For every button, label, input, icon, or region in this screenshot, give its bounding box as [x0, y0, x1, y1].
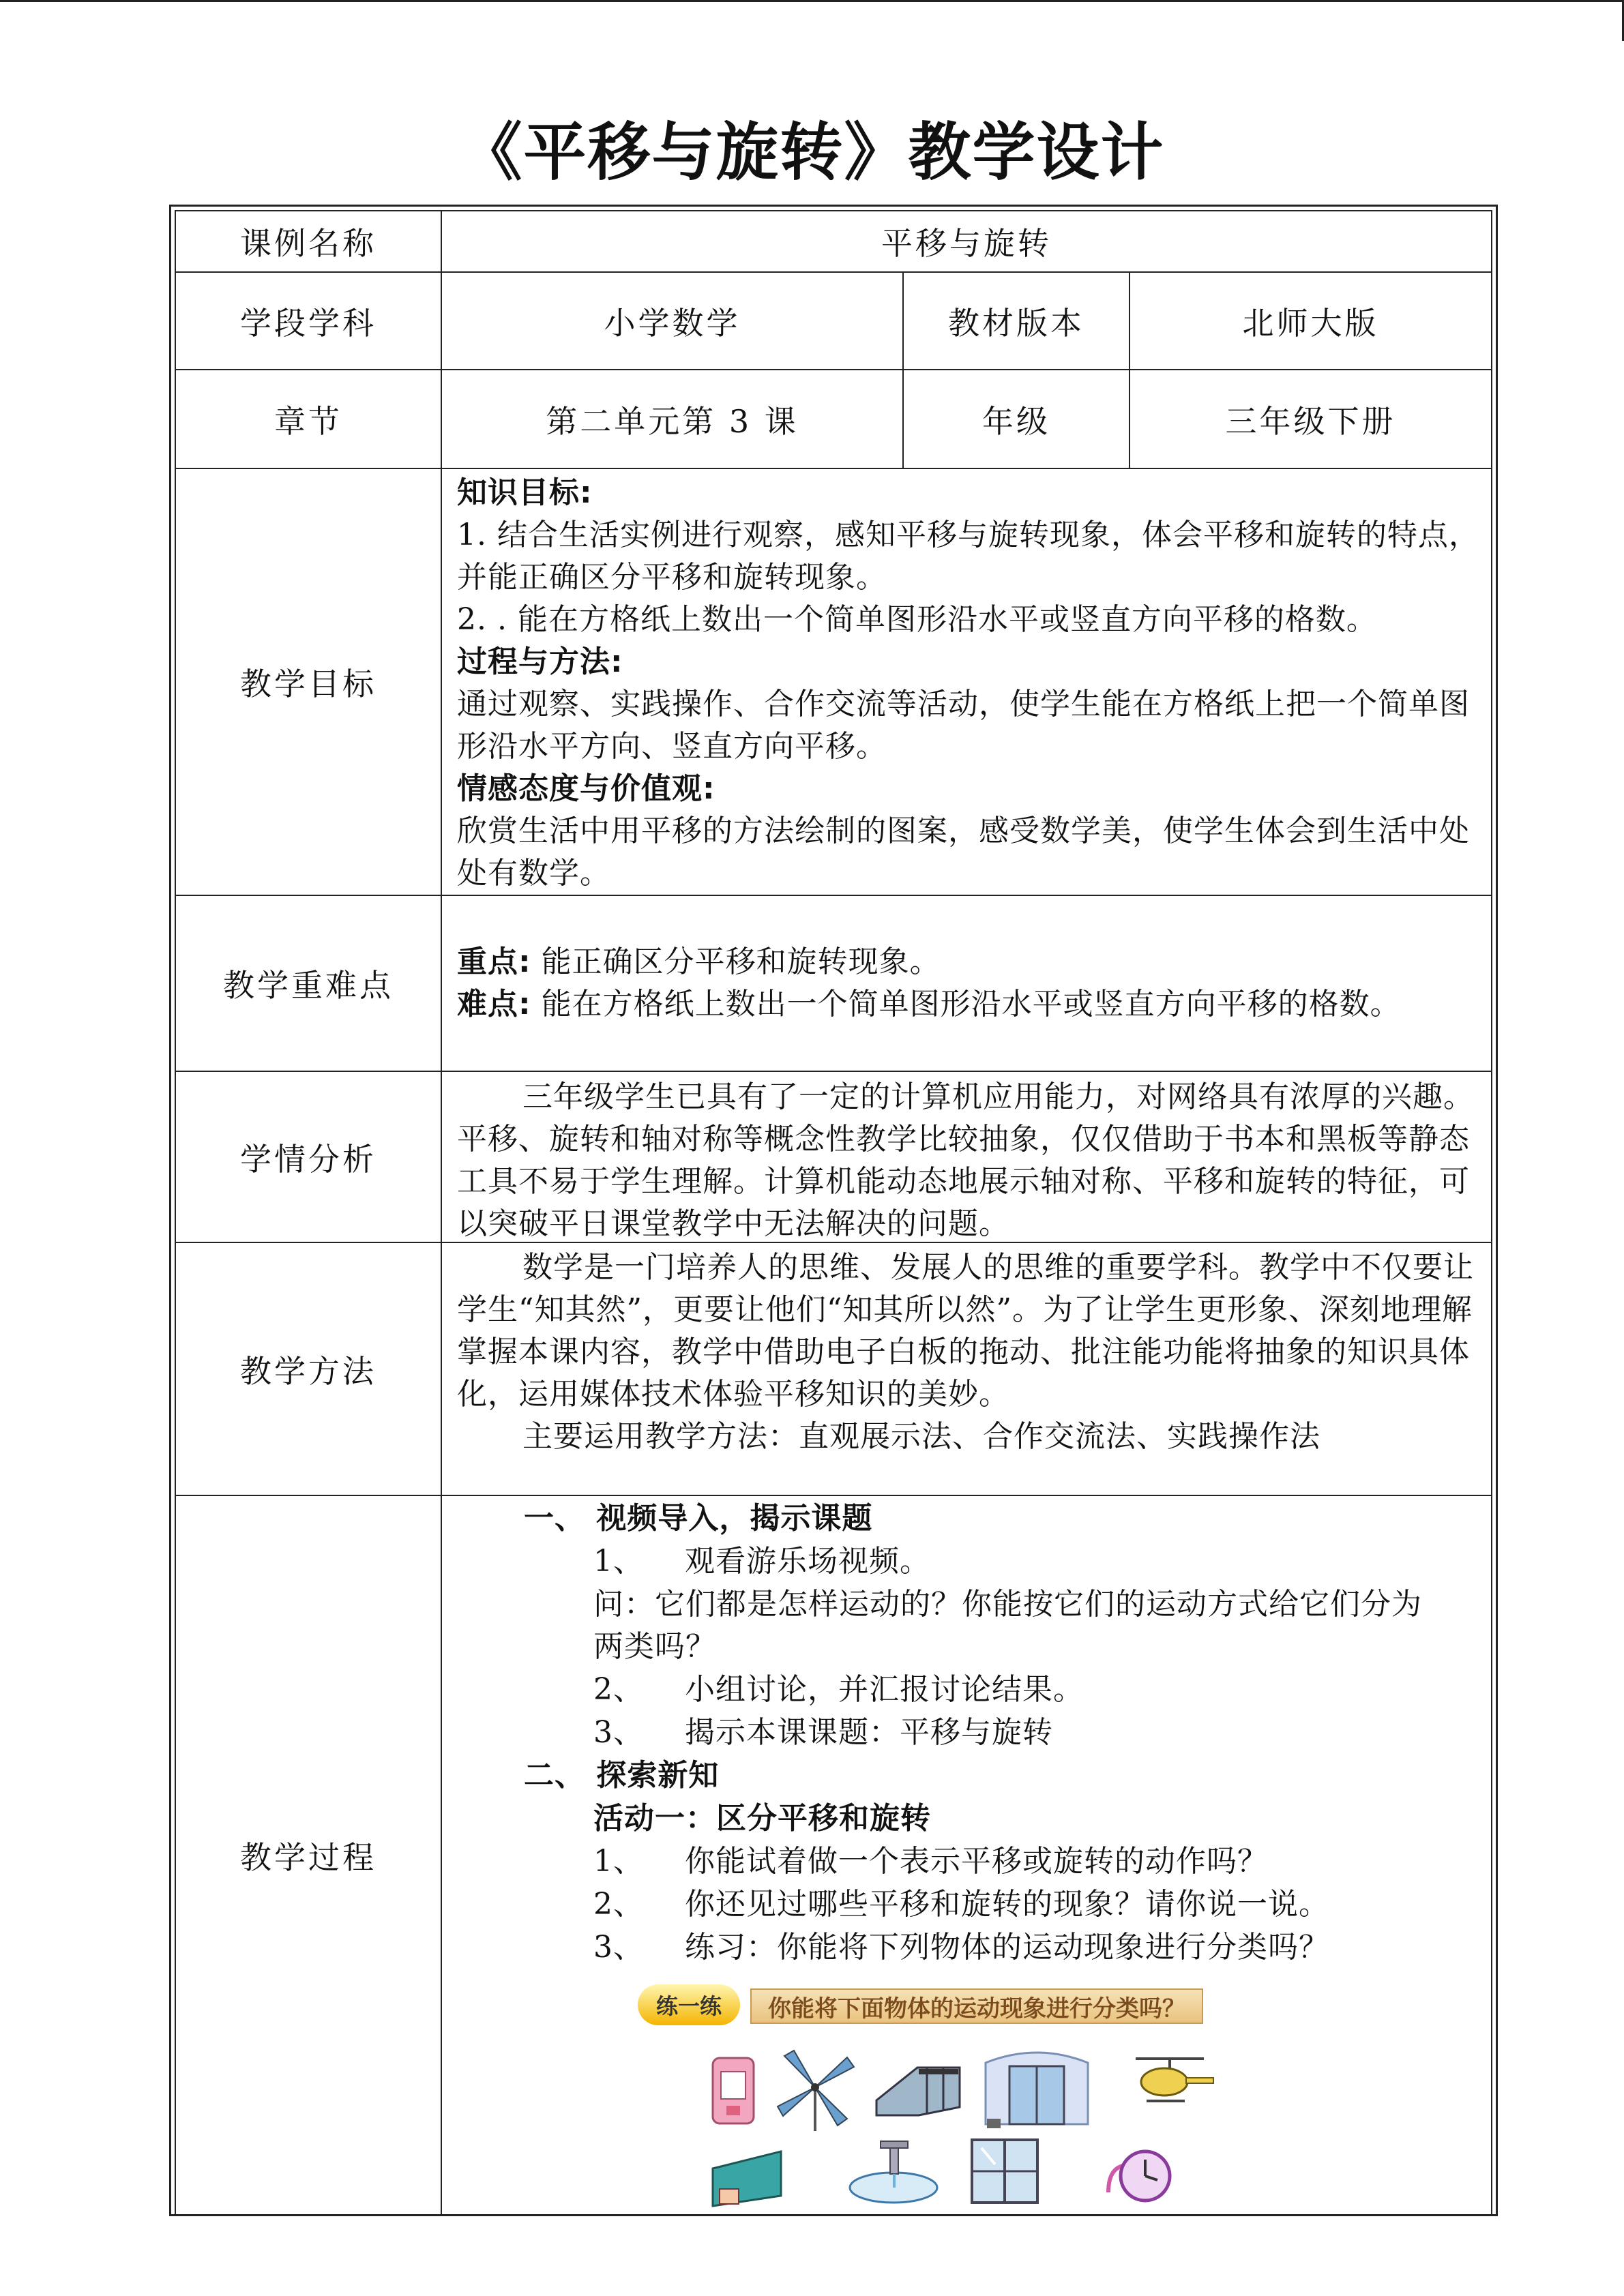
- section-1-item-3: [593, 1712, 1053, 1754]
- emotion-text: 欣赏生活中用平移的方法绘制的图案，感受数学美，使学生体会到生活中处处有数学。: [457, 814, 1470, 891]
- analysis-label: 学情分析: [240, 1140, 377, 1178]
- faucet-icon: [842, 2134, 945, 2209]
- page-top-border: [0, 0, 1624, 2]
- knowledge-item-1: 1. 结合生活实例进行观察，感知平移与旋转现象，体会平移和旋转的特点，并能正确区分平移和旋转现象。: [457, 518, 1479, 595]
- emotion-heading: 情感态度与价值观:: [457, 771, 715, 806]
- section-2-heading: 二、 探索新知: [524, 1758, 720, 1793]
- difficult-heading: 难点:: [457, 987, 531, 1022]
- stage-subject-label: 学段学科: [240, 304, 377, 342]
- item-text: 你还见过哪些平移和旋转的现象？请你说一说。: [685, 1887, 1329, 1922]
- drink-machine-icon: [706, 2053, 761, 2128]
- objectives-label: 教学目标: [240, 666, 377, 702]
- item-text: 揭示本课课题：平移与旋转: [685, 1715, 1053, 1750]
- course-name-label: 课例名称: [240, 225, 377, 262]
- practice-banner: 你能将下面物体的运动现象进行分类吗？: [750, 1988, 1203, 2024]
- clock-icon: [1102, 2138, 1177, 2206]
- section-1-item-1: [593, 1540, 930, 1583]
- knowledge-item-2: 2. . 能在方格纸上数出一个简单图形沿水平或竖直方向平移的格数。: [457, 602, 1377, 637]
- item-number: 1、: [593, 1844, 644, 1879]
- knowledge-heading: 知识目标:: [457, 475, 593, 510]
- analysis-text: 三年级学生已具有了一定的计算机应用能力，对网络具有浓厚的兴趣。平移、旋转和轴对称等概念性教学比较抽象，仅仅借助于书本和黑板等静态工具不易于学生理解。计算机能动态地展示轴对称、平移和旋转的特征，可以突破平日课堂教学中无法解决的问题。: [457, 1079, 1474, 1241]
- column-divider: [441, 210, 442, 2216]
- method-text: 数学是一门培养人的思维、发展人的思维的重要学科。教学中不仅要让学生“知其然”，更要让他们“知其所以然”。为了让学生更形象、深刻地理解掌握本课内容，教学中借助电子白板的拖动、批注能功能将抽象的知识具体化，运用媒体技术体验平移知识的美妙。: [457, 1250, 1474, 1412]
- sliding-window-icon: [870, 2059, 965, 2121]
- item-number: 2、: [593, 1887, 644, 1922]
- item-number: 3、: [593, 1715, 644, 1750]
- grade-value: 三年级下册: [1225, 402, 1396, 440]
- drawer-icon: [706, 2148, 795, 2213]
- process-heading: 过程与方法:: [457, 644, 623, 679]
- chapter-label: 章节: [274, 402, 342, 440]
- method-label: 教学方法: [240, 1352, 377, 1390]
- document-title: 《平移与旋转》教学设计: [459, 116, 1165, 189]
- section-1-question-line-2: 两类吗？: [593, 1629, 716, 1664]
- section-1-question-line-1: 问：它们都是怎样运动的？你能按它们的运动方式给它们分为: [593, 1587, 1422, 1622]
- method-content: [457, 1247, 1484, 1458]
- item-text: 观看游乐场视频。: [685, 1544, 930, 1579]
- key-heading: 重点:: [457, 944, 531, 979]
- chapter-value: 第二单元第 3 课: [546, 402, 799, 440]
- item-text: 小组讨论，并汇报讨论结果。: [685, 1672, 1084, 1707]
- key-text: 能正确区分平移和旋转现象。: [541, 944, 941, 979]
- window-icon: [965, 2134, 1047, 2209]
- item-number: 1、: [593, 1544, 644, 1579]
- process-text: 通过观察、实践操作、合作交流等活动，使学生能在方格纸上把一个简单图形沿水平方向、竖直方向平移。: [457, 687, 1470, 764]
- revolving-door-icon: [979, 2042, 1095, 2131]
- practice-badge: 练一练: [638, 1984, 740, 2025]
- item-number: 3、: [593, 1930, 644, 1965]
- main-methods: 主要运用教学方法：直观展示法、合作交流法、实践操作法: [522, 1419, 1320, 1454]
- grade-label: 年级: [982, 402, 1050, 440]
- practice-illustration: [638, 1978, 1252, 2209]
- section-1-heading: 一、 视频导入，揭示课题: [524, 1501, 873, 1536]
- activity-1-heading: 活动一：区分平移和旋转: [593, 1801, 931, 1836]
- section-1-item-2: [593, 1669, 1084, 1711]
- course-name-value: 平移与旋转: [881, 225, 1052, 262]
- section-2-item-2: [593, 1883, 1329, 1926]
- item-text: 你能试着做一个表示平移或旋转的动作吗？: [685, 1844, 1268, 1879]
- section-2-item-1: [593, 1840, 1268, 1883]
- textbook-value: 北师大版: [1242, 304, 1379, 342]
- stage-subject-value: 小学数学: [604, 304, 741, 342]
- process-label: 教学过程: [240, 1839, 377, 1876]
- key-points-label: 教学重难点: [223, 967, 394, 1004]
- helicopter-icon: [1122, 2049, 1217, 2111]
- section-2-item-3: [593, 1926, 1329, 1969]
- objectives-content: [457, 472, 1484, 895]
- difficult-text: 能在方格纸上数出一个简单图形沿水平或竖直方向平移的格数。: [541, 987, 1401, 1022]
- item-text: 练习：你能将下列物体的运动现象进行分类吗？: [685, 1930, 1329, 1965]
- key-points-content: [457, 941, 1484, 1026]
- textbook-label: 教材版本: [948, 304, 1084, 342]
- windmill-icon: [771, 2042, 859, 2134]
- item-number: 2、: [593, 1672, 644, 1707]
